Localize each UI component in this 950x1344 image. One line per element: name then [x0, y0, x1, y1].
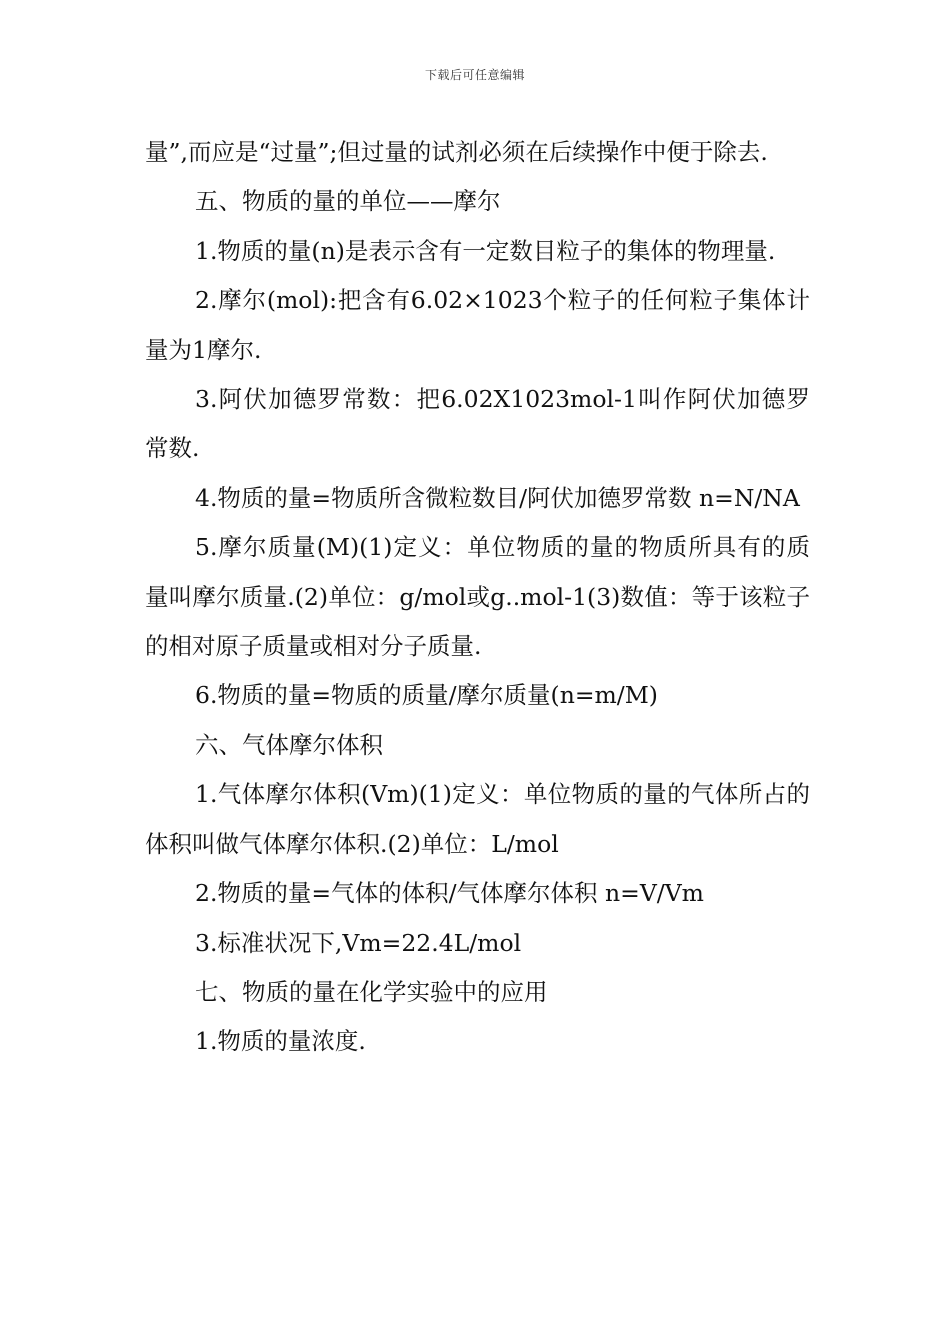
page-header: 下载后可任意编辑 [424, 68, 525, 82]
paragraph-standard-conditions: 3.标准状况下,Vm=22.4L/mol [195, 928, 522, 957]
section-heading-molar-volume: 六、气体摩尔体积 [195, 730, 383, 759]
paragraph-volume-formula: 2.物质的量=气体的体积/气体摩尔体积 n=V/Vm [195, 879, 704, 908]
paragraph-molar-concentration: 1.物质的量浓度. [195, 1027, 366, 1056]
paragraph-mole-definition: 2.摩尔(mol):把含有6.02×1023个粒子的任何粒子集体计量为1摩尔. [145, 286, 810, 364]
paragraph-amount-formula: 4.物质的量=物质所含微粒数目/阿伏加德罗常数 n=N/NA [195, 483, 800, 512]
paragraph-molar-mass: 5.摩尔质量(M)(1)定义：单位物质的量的物质所具有的质量叫摩尔质量.(2)单位：g/mol或g..mol-1(3)数值：等于该粒子的相对原子质量或相对分子质量. [145, 533, 810, 661]
paragraph-continuation: 量”,而应是“过量”;但过量的试剂必须在后续操作中便于除去. [145, 138, 768, 166]
document-body [145, 128, 810, 1067]
paragraph-mass-formula: 6.物质的量=物质的质量/摩尔质量(n=m/M) [195, 681, 658, 710]
paragraph-amount-of-substance: 1.物质的量(n)是表示含有一定数目粒子的集体的物理量. [195, 236, 776, 265]
section-heading-mole: 五、物质的量的单位——摩尔 [195, 187, 501, 216]
section-heading-applications: 七、物质的量在化学实验中的应用 [195, 977, 548, 1006]
paragraph-molar-volume-definition: 1.气体摩尔体积(Vm)(1)定义：单位物质的量的气体所占的体积叫做气体摩尔体积.(2)单位：L/mol [145, 780, 810, 858]
paragraph-avogadro-constant: 3.阿伏加德罗常数：把6.02X1023mol-1叫作阿伏加德罗常数. [145, 385, 810, 463]
